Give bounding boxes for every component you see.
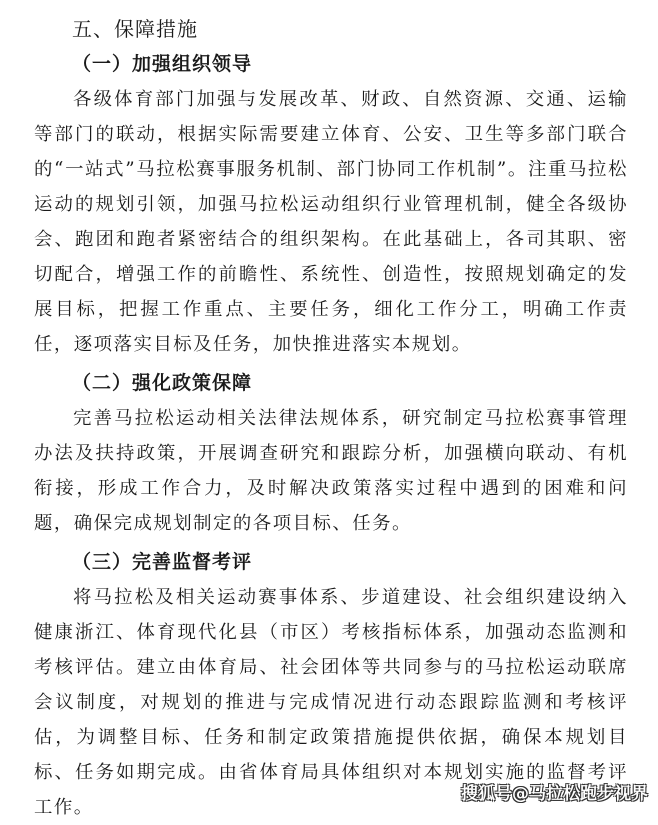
watermark: 搜狐号@马拉松跑步视界 bbox=[461, 784, 648, 804]
subsection-paragraph-3: 将马拉松及相关运动赛事体系、步道建设、社会组织建设纳入健康浙江、体育现代化县（市区）考核指标体系，加强动态监测和考核评估。建立由体育局、社会团体等共同参与的马拉松运动联席会议制度，对规划的推进与完成情况进行动态跟踪监测和考核评估，为调整目标、任务和制定政策措施提供依据，确保本规划目标、任务如期完成。由省体育局具体组织对本规划实施的监督考评工作。 bbox=[34, 587, 628, 818]
subsection-heading-2: （二）强化政策保障 bbox=[72, 372, 253, 394]
subsection-heading-1: （一）加强组织领导 bbox=[72, 53, 253, 75]
subsection-heading-3: （三）完善监督考评 bbox=[72, 551, 253, 573]
section-title: 五、保障措施 bbox=[72, 17, 198, 41]
document-page bbox=[34, 12, 628, 825]
subsection-paragraph-1: 各级体育部门加强与发展改革、财政、自然资源、交通、运输等部门的联动，根据实际需要建立体育、公安、卫生等多部门联合的“一站式”马拉松赛事服务机制、部门协同工作机制”。注重马拉松运动的规划引领，加强马拉松运动组织行业管理机制，健全各级协会、跑团和跑者紧密结合的组织架构。在此基础上，各司其职、密切配合，增强工作的前瞻性、系统性、创造性，按照规划确定的发展目标，把握工作重点、主要任务，细化工作分工，明确工作责任，逐项落实目标及任务，加快推进落实本规划。 bbox=[34, 89, 628, 355]
subsection-paragraph-2: 完善马拉松运动相关法律法规体系，研究制定马拉松赛事管理办法及扶持政策，开展调查研究和跟踪分析，加强横向联动、有机衔接，形成工作合力，及时解决政策落实过程中遇到的困难和问题，确保完成规划制定的各项目标、任务。 bbox=[34, 408, 628, 534]
